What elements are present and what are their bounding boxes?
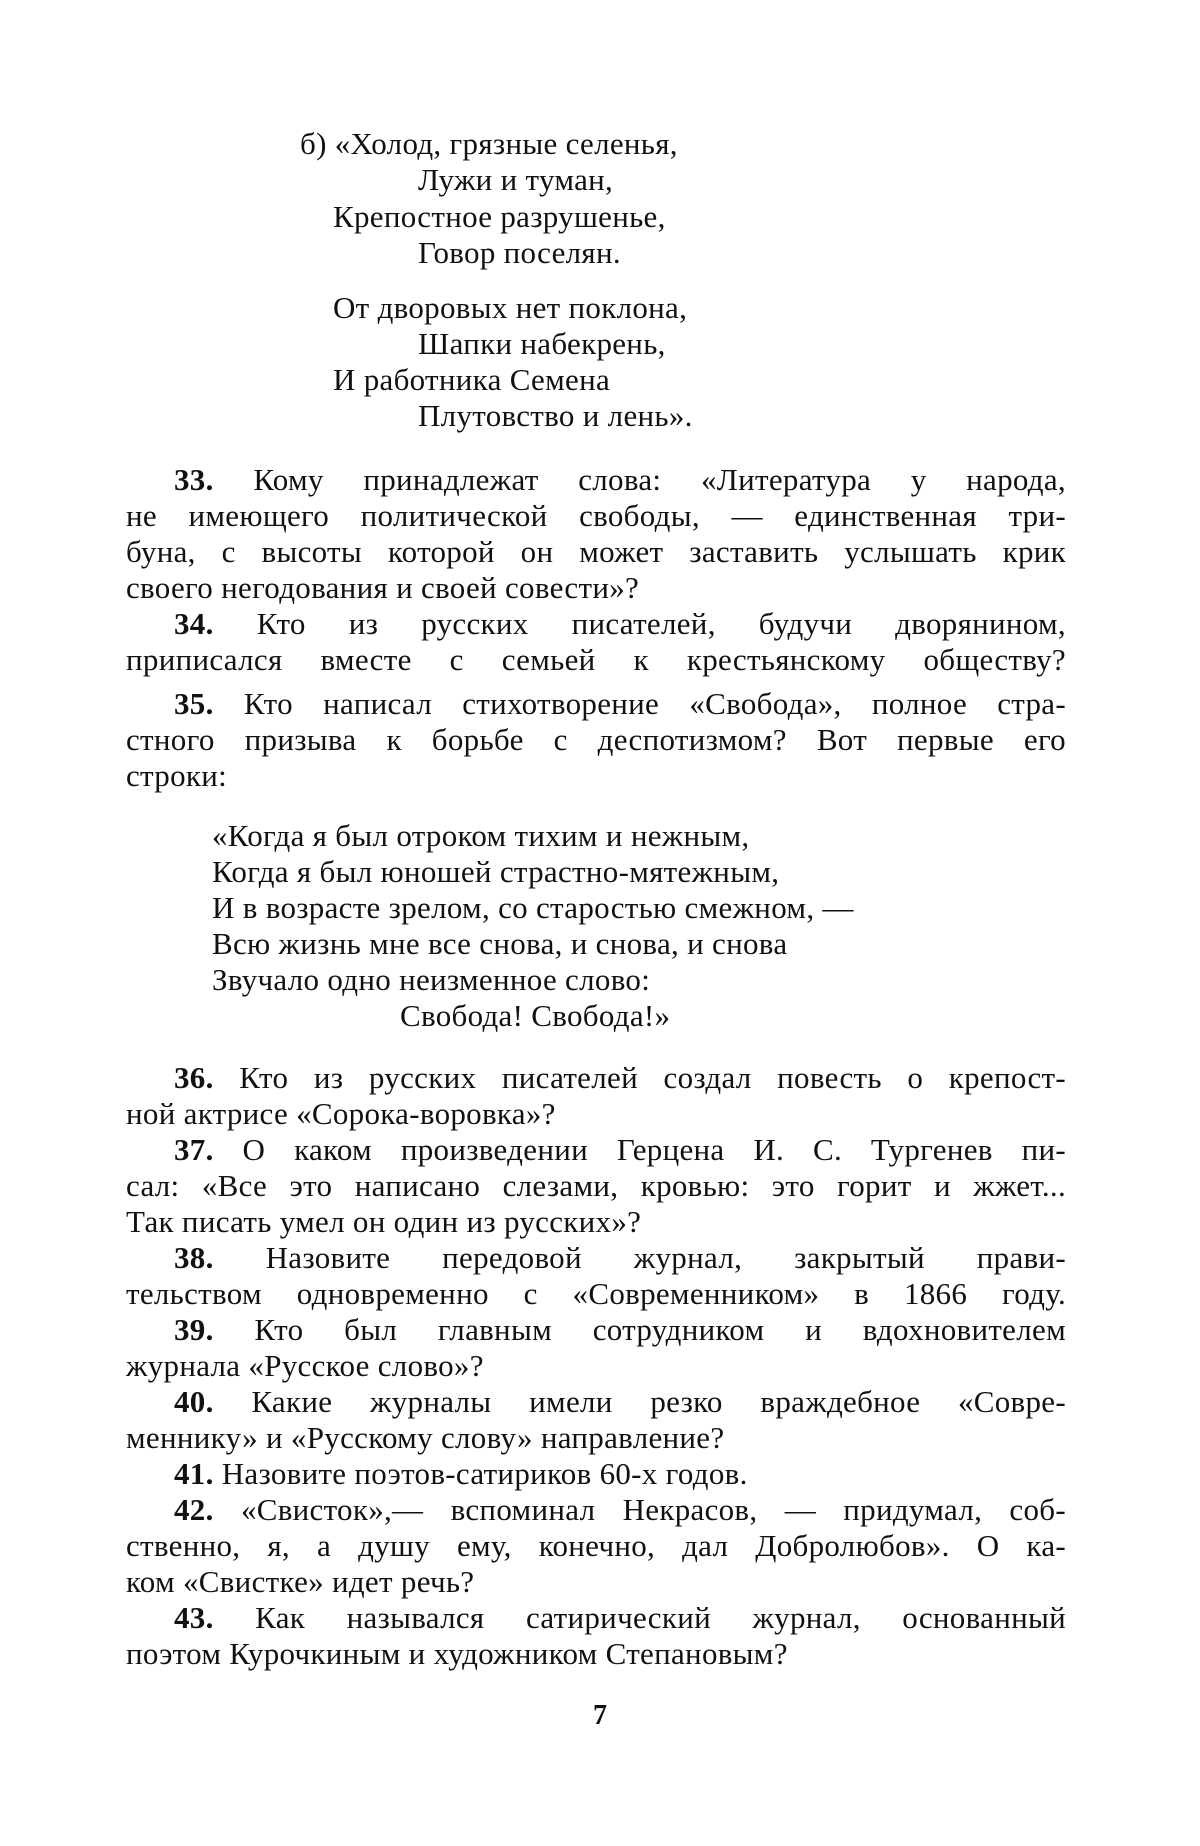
question-line: приписался вместе с семьей к крестьянскому обществу?: [126, 642, 1066, 677]
question-text: Кому принадлежат слова: «Литература у народа,: [253, 462, 1066, 497]
question-number: 41.: [174, 1456, 214, 1491]
question-line: поэтом Курочкиным и художником Степановым?: [126, 1636, 788, 1671]
poem-b-line: Плутовство и лень».: [418, 398, 693, 433]
question-number: 39.: [174, 1312, 214, 1347]
poem-svoboda-line: Звучало одно неизменное слово:: [212, 962, 651, 997]
question-35: [174, 686, 1066, 722]
question-number: 40.: [174, 1384, 214, 1419]
question-text: Назовите поэтов-сатириков 60-х годов.: [221, 1456, 748, 1491]
question-number: 42.: [174, 1492, 214, 1527]
poem-b-line: Говор поселян.: [418, 235, 621, 270]
question-number: 35.: [174, 686, 214, 721]
question-text: Кто был главным сотрудником и вдохновителем: [254, 1312, 1066, 1347]
question-33: [174, 462, 1066, 498]
page-number: 7: [593, 1700, 607, 1731]
question-number: 37.: [174, 1132, 214, 1167]
question-line: стного призыва к борьбе с деспотизмом? Вот первые его: [126, 722, 1066, 757]
question-line: ственно, я, а душу ему, конечно, дал Добролюбов». О ка-: [126, 1528, 1066, 1563]
question-line: не имеющего политической свободы, — единственная три-: [126, 498, 1066, 533]
question-text: Какие журналы имели резко враждебное «Совре-: [251, 1384, 1066, 1419]
poem-b-line: Шапки набекрень,: [418, 326, 666, 361]
question-line: своего негодования и своей совести»?: [126, 570, 640, 605]
question-text: О каком произведении Герцена И. С. Тургенев пи-: [242, 1132, 1066, 1167]
question-34: [174, 606, 1066, 642]
question-text: «Свисток»,— вспоминал Некрасов, — придумал, соб-: [240, 1492, 1066, 1527]
poem-b-line: И работника Семена: [333, 362, 611, 397]
poem-b-line: Крепостное разрушенье,: [333, 199, 666, 234]
poem-svoboda-line: Свобода! Свобода!»: [400, 998, 671, 1033]
question-37: [174, 1132, 1066, 1168]
question-text: Как назывался сатирический журнал, основанный: [255, 1600, 1066, 1635]
poem-b-line: От дворовых нет поклона,: [333, 290, 688, 325]
question-line: строки:: [126, 758, 228, 793]
poem-svoboda-line: И в возрасте зрелом, со старостью смежном, —: [212, 890, 854, 925]
question-line: журнала «Русское слово»?: [126, 1348, 484, 1383]
question-line: ной актрисе «Сорока-воровка»?: [126, 1096, 556, 1131]
poem-svoboda-line: Когда я был юношей страстно-мятежным,: [212, 854, 780, 889]
question-line: тельством одновременно с «Современником» в 1866 году.: [126, 1276, 1066, 1311]
question-text: Кто написал стихотворение «Свобода», полное стра-: [243, 686, 1066, 721]
question-number: 34.: [174, 606, 214, 641]
question-text: Назовите передовой журнал, закрытый прави-: [265, 1240, 1066, 1275]
poem-b-line: б) «Холод, грязные селенья,: [300, 126, 678, 161]
poem-svoboda-line: «Когда я был отроком тихим и нежным,: [212, 818, 750, 853]
question-number: 38.: [174, 1240, 214, 1275]
question-number: 43.: [174, 1600, 214, 1635]
poem-b-line: Лужи и туман,: [418, 162, 614, 197]
question-41: [174, 1456, 748, 1492]
question-line: меннику» и «Русскому слову» направление?: [126, 1420, 725, 1455]
question-number: 33.: [174, 462, 214, 497]
question-line: Так писать умел он один из русских»?: [126, 1204, 642, 1239]
question-text: Кто из русских писателей создал повесть о крепост-: [239, 1060, 1066, 1095]
question-number: 36.: [174, 1060, 214, 1095]
question-line: буна, с высоты которой он может заставить услышать крик: [126, 534, 1066, 569]
poem-svoboda-line: Всю жизнь мне все снова, и снова, и снова: [212, 926, 788, 961]
question-42: [174, 1492, 1066, 1528]
question-text: Кто из русских писателей, будучи дворянином,: [256, 606, 1066, 641]
question-line: сал: «Все это написано слезами, кровью: это горит и жжет...: [126, 1168, 1066, 1203]
question-43: [174, 1600, 1066, 1636]
question-39: [174, 1312, 1066, 1348]
question-36: [174, 1060, 1066, 1096]
question-38: [174, 1240, 1066, 1276]
question-40: [174, 1384, 1066, 1420]
question-line: ком «Свистке» идет речь?: [126, 1564, 475, 1599]
